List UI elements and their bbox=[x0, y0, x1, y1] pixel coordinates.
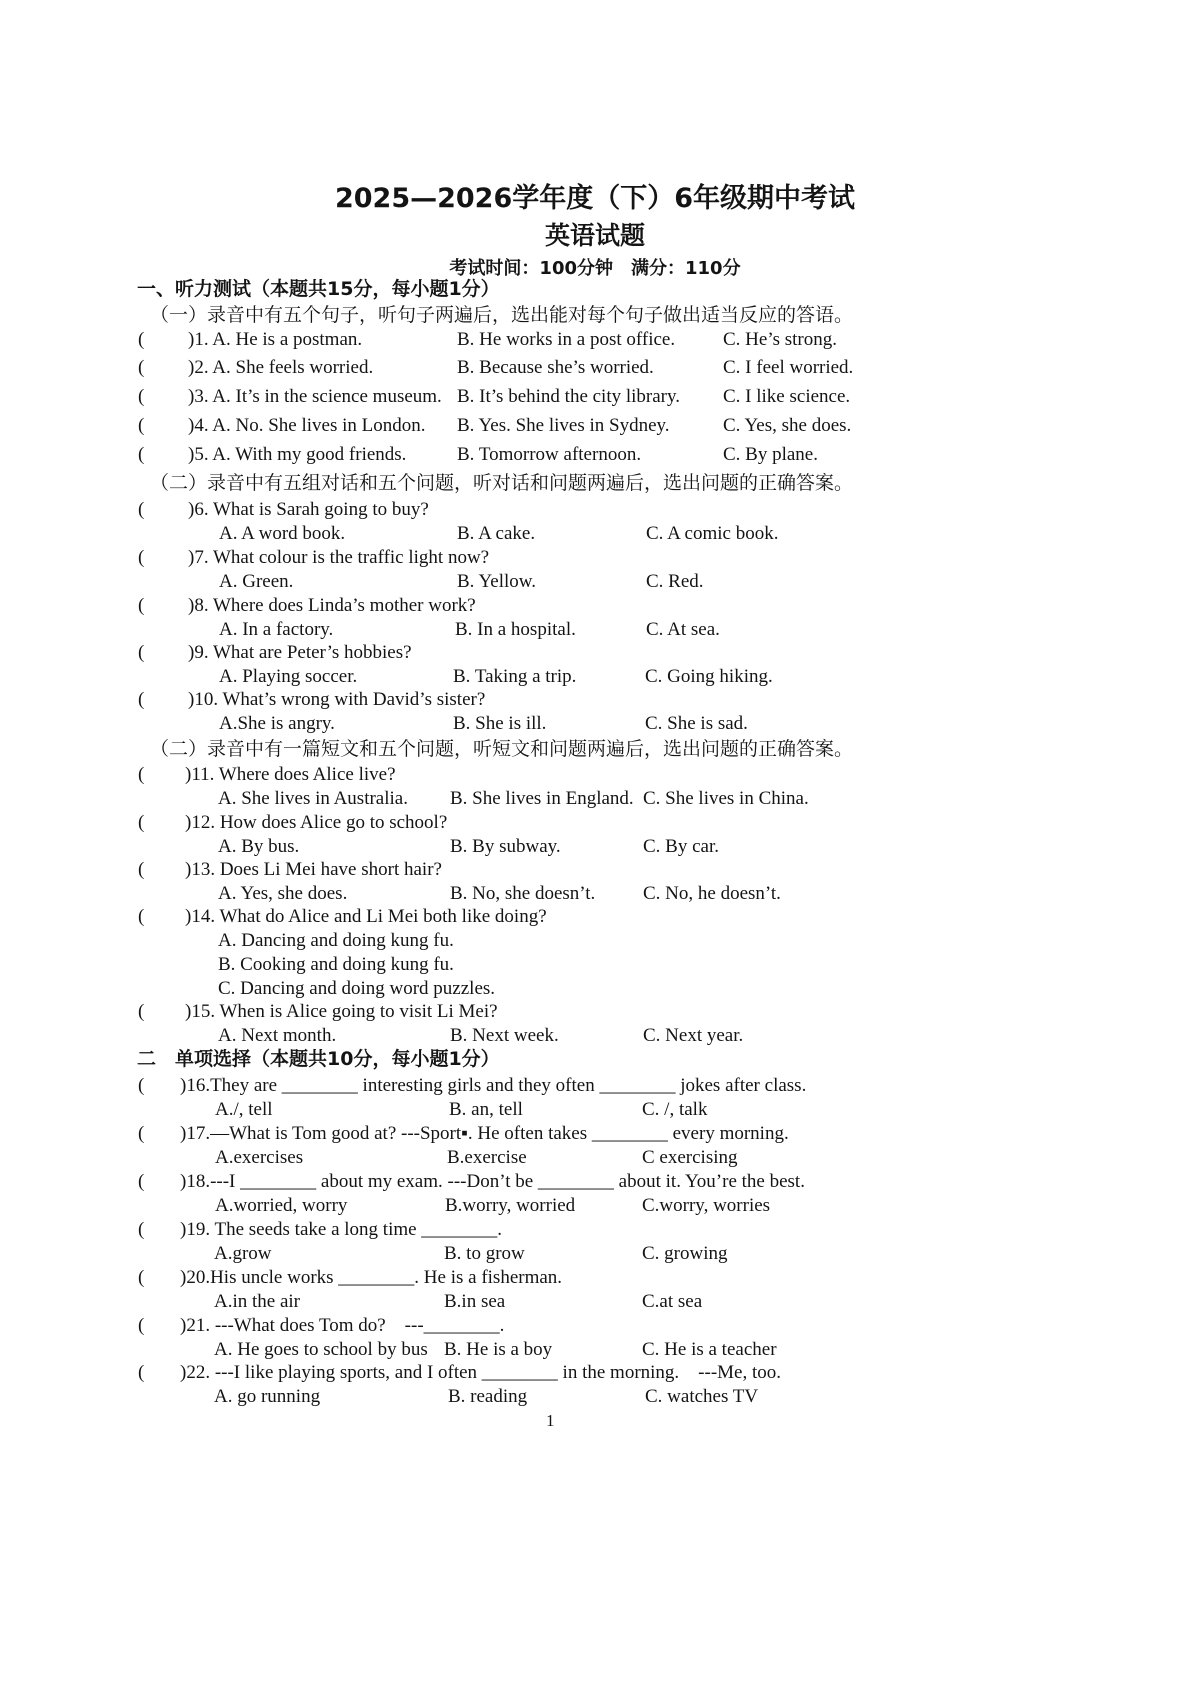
option-c: C. She is sad. bbox=[645, 713, 748, 734]
question-16: )16.They are ________ interesting girls and they often ________ jokes after class. bbox=[180, 1075, 807, 1096]
section-heading-listening: 一、听力测试（本题共15分，每小题1分） bbox=[137, 278, 500, 300]
option-c: C. I feel worried. bbox=[723, 357, 854, 378]
question-11: )11. Where does Alice live? bbox=[185, 764, 396, 785]
answer-paren: ( bbox=[138, 1123, 145, 1144]
part-heading-3: （二）录音中有一篇短文和五个问题，听短文和问题两遍后，选出问题的正确答案。 bbox=[150, 738, 854, 760]
option-b: B. No, she doesn’t. bbox=[450, 883, 596, 904]
question-10: )10. What’s wrong with David’s sister? bbox=[188, 689, 486, 710]
option-b: B. Yes. She lives in Sydney. bbox=[457, 415, 670, 436]
exam-subtitle: 英语试题 bbox=[544, 221, 645, 250]
option-b: B. to grow bbox=[444, 1243, 525, 1264]
question-15: )15. When is Alice going to visit Li Mei? bbox=[185, 1001, 498, 1022]
option-a: A. He goes to school by bus bbox=[214, 1339, 428, 1360]
option-b: B. reading bbox=[448, 1386, 528, 1407]
answer-paren: ( bbox=[138, 415, 145, 436]
option-a: A. Playing soccer. bbox=[219, 666, 358, 687]
answer-paren: ( bbox=[138, 444, 145, 465]
option-c: C. Going hiking. bbox=[645, 666, 773, 687]
option-b: B. Because she’s worried. bbox=[457, 357, 654, 378]
question-19: )19. The seeds take a long time ________. bbox=[180, 1219, 503, 1240]
question-20: )20.His uncle works ________. He is a fisherman. bbox=[180, 1267, 563, 1288]
option-b: B. She lives in England. bbox=[450, 788, 634, 809]
option-a: A. In a factory. bbox=[219, 619, 334, 640]
option-b: B. He is a boy bbox=[444, 1339, 553, 1360]
answer-paren: ( bbox=[138, 1267, 145, 1288]
page-number: 1 bbox=[546, 1411, 555, 1430]
answer-paren: ( bbox=[138, 1001, 145, 1022]
option-a: A. Green. bbox=[219, 571, 294, 592]
option-b: B. Taking a trip. bbox=[453, 666, 577, 687]
part-heading-1: （一）录音中有五个句子，听句子两遍后，选出能对每个句子做出适当反应的答语。 bbox=[150, 304, 854, 326]
option-a: A.grow bbox=[214, 1243, 272, 1264]
exam-title: 2025—2026学年度（下）6年级期中考试 bbox=[334, 183, 856, 214]
option-c: C. He’s strong. bbox=[723, 329, 837, 350]
option-a: A.in the air bbox=[214, 1291, 301, 1312]
option-c: C. watches TV bbox=[645, 1386, 759, 1407]
option-c: C. growing bbox=[642, 1243, 728, 1264]
answer-paren: ( bbox=[138, 1075, 145, 1096]
question-2: )2. A. She feels worried. bbox=[188, 357, 374, 378]
answer-paren: ( bbox=[138, 357, 145, 378]
question-3: )3. A. It’s in the science museum. bbox=[188, 386, 442, 407]
option-b: B.worry, worried bbox=[445, 1195, 576, 1216]
question-17: )17.—What is Tom good at? ---Sport▪. He often takes ________ every morning. bbox=[180, 1123, 789, 1144]
option-b: B. He works in a post office. bbox=[457, 329, 676, 350]
answer-paren: ( bbox=[138, 642, 145, 663]
option-c: C. Next year. bbox=[643, 1025, 744, 1046]
answer-paren: ( bbox=[138, 859, 145, 880]
answer-paren: ( bbox=[138, 386, 145, 407]
exam-time-info: 考试时间：100分钟 满分：110分 bbox=[449, 258, 741, 279]
option-a: A. Yes, she does. bbox=[218, 883, 348, 904]
option-b: B. A cake. bbox=[457, 523, 536, 544]
answer-paren: ( bbox=[138, 595, 145, 616]
option-b: B. It’s behind the city library. bbox=[457, 386, 681, 407]
answer-paren: ( bbox=[138, 689, 145, 710]
option-c: C. She lives in China. bbox=[643, 788, 809, 809]
question-12: )12. How does Alice go to school? bbox=[185, 812, 448, 833]
answer-paren: ( bbox=[138, 812, 145, 833]
question-7: )7. What colour is the traffic light now? bbox=[188, 547, 490, 568]
option-c: C exercising bbox=[642, 1147, 738, 1168]
answer-paren: ( bbox=[138, 764, 145, 785]
option-c: C. No, he doesn’t. bbox=[643, 883, 781, 904]
answer-paren: ( bbox=[138, 1315, 145, 1336]
option-c: C. Yes, she does. bbox=[723, 415, 852, 436]
question-22: )22. ---I like playing sports, and I often ________ in the morning. ---Me, too. bbox=[180, 1362, 782, 1383]
option-b: B. By subway. bbox=[450, 836, 561, 857]
option-b: B. She is ill. bbox=[453, 713, 547, 734]
option-c: C. I like science. bbox=[723, 386, 851, 407]
option-b: B. Yellow. bbox=[457, 571, 537, 592]
option-a: A.She is angry. bbox=[219, 713, 335, 734]
option-a: A. Dancing and doing kung fu. bbox=[218, 930, 454, 951]
option-b: B. Tomorrow afternoon. bbox=[457, 444, 642, 465]
option-b: B. an, tell bbox=[449, 1099, 523, 1120]
answer-paren: ( bbox=[138, 906, 145, 927]
option-c: C.worry, worries bbox=[642, 1195, 771, 1216]
option-c: C. By car. bbox=[643, 836, 719, 857]
answer-paren: ( bbox=[138, 1171, 145, 1192]
option-a: A.worried, worry bbox=[215, 1195, 348, 1216]
question-9: )9. What are Peter’s hobbies? bbox=[188, 642, 412, 663]
question-8: )8. Where does Linda’s mother work? bbox=[188, 595, 476, 616]
option-a: A. go running bbox=[214, 1386, 321, 1407]
answer-paren: ( bbox=[138, 499, 145, 520]
answer-paren: ( bbox=[138, 1219, 145, 1240]
answer-paren: ( bbox=[138, 329, 145, 350]
option-b: B.exercise bbox=[447, 1147, 527, 1168]
question-18: )18.---I ________ about my exam. ---Don’t be ________ about it. You’re the best. bbox=[180, 1171, 805, 1192]
answer-paren: ( bbox=[138, 1362, 145, 1383]
option-c: C. Red. bbox=[646, 571, 704, 592]
part-heading-2: （二）录音中有五组对话和五个问题，听对话和问题两遍后，选出问题的正确答案。 bbox=[150, 472, 854, 494]
option-b: B.in sea bbox=[444, 1291, 506, 1312]
option-b: B. Next week. bbox=[450, 1025, 559, 1046]
question-1: )1. A. He is a postman. bbox=[188, 329, 363, 350]
option-a: A. Next month. bbox=[218, 1025, 337, 1046]
option-c: C. /, talk bbox=[642, 1099, 708, 1120]
option-a: A.exercises bbox=[215, 1147, 304, 1168]
option-b: B. Cooking and doing kung fu. bbox=[218, 954, 454, 975]
option-a: A./, tell bbox=[215, 1099, 273, 1120]
option-c: C. Dancing and doing word puzzles. bbox=[218, 978, 496, 999]
option-c: C. He is a teacher bbox=[642, 1339, 777, 1360]
question-5: )5. A. With my good friends. bbox=[188, 444, 407, 465]
question-6: )6. What is Sarah going to buy? bbox=[188, 499, 429, 520]
option-a: A. A word book. bbox=[219, 523, 346, 544]
option-c: C.at sea bbox=[642, 1291, 703, 1312]
option-c: C. By plane. bbox=[723, 444, 818, 465]
option-a: A. She lives in Australia. bbox=[218, 788, 408, 809]
question-4: )4. A. No. She lives in London. bbox=[188, 415, 426, 436]
option-a: A. By bus. bbox=[218, 836, 300, 857]
option-c: C. At sea. bbox=[646, 619, 720, 640]
option-c: C. A comic book. bbox=[646, 523, 779, 544]
answer-paren: ( bbox=[138, 547, 145, 568]
section-heading-choice: 二 单项选择（本题共10分，每小题1分） bbox=[137, 1048, 500, 1070]
question-13: )13. Does Li Mei have short hair? bbox=[185, 859, 442, 880]
option-b: B. In a hospital. bbox=[455, 619, 576, 640]
question-21: )21. ---What does Tom do? ---________. bbox=[180, 1315, 505, 1336]
question-14: )14. What do Alice and Li Mei both like doing? bbox=[185, 906, 547, 927]
